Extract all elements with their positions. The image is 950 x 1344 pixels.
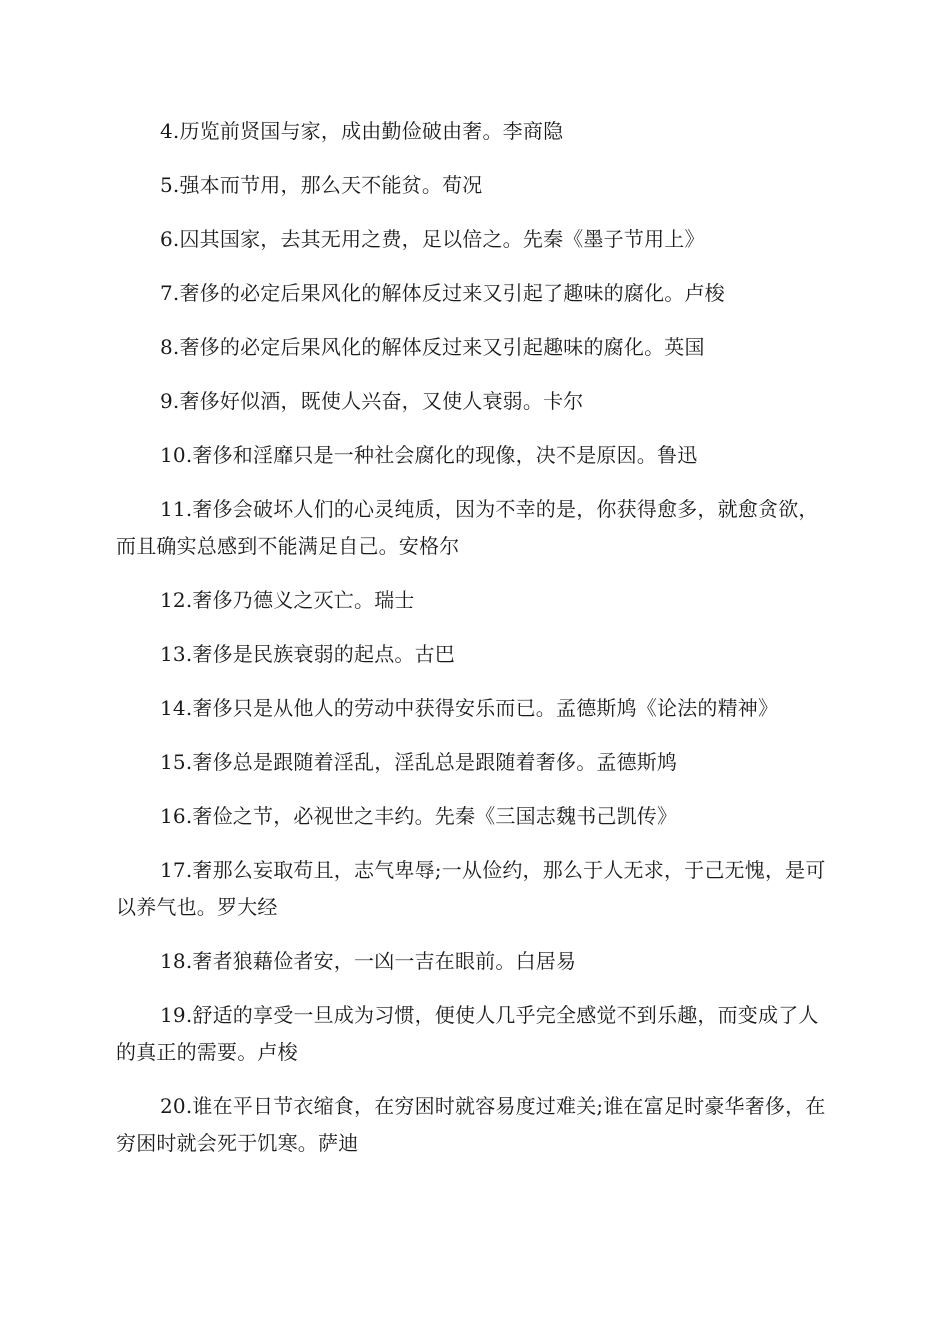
quote-item: 18.奢者狼藉俭者安，一凶一吉在眼前。白居易 <box>160 949 577 973</box>
quote-item: 17.奢那么妄取苟且，志气卑辱;一从俭约，那么于人无求，于己无愧，是可以养气也。罗大经 <box>116 858 826 919</box>
quote-item: 10.奢侈和淫靡只是一种社会腐化的现像，决不是原因。鲁迅 <box>160 443 698 467</box>
quote-item: 19.舒适的享受一旦成为习惯，便使人几乎完全感觉不到乐趣，而变成了人的真正的需要。卢梭 <box>116 1003 819 1064</box>
quote-item: 9.奢侈好似酒，既使人兴奋，又使人衰弱。卡尔 <box>160 389 584 413</box>
quote-list <box>116 113 836 1162</box>
quote-item: 15.奢侈总是跟随着淫乱，淫乱总是跟随着奢侈。孟德斯鸠 <box>160 750 678 774</box>
quote-item: 11.奢侈会破坏人们的心灵纯质，因为不幸的是，你获得愈多，就愈贪欲，而且确实总感到不能满足自己。安格尔 <box>116 497 819 558</box>
quote-item: 8.奢侈的必定后果风化的解体反过来又引起趣味的腐化。英国 <box>160 335 705 359</box>
quote-item: 14.奢侈只是从他人的劳动中获得安乐而已。孟德斯鸠《论法的精神》 <box>160 696 779 720</box>
quote-item: 6.囚其国家，去其无用之费，足以倍之。先秦《墨子节用上》 <box>160 227 705 251</box>
quote-item: 4.历览前贤国与家，成由勤俭破由奢。李商隐 <box>160 119 564 143</box>
quote-item: 20.谁在平日节衣缩食，在穷困时就容易度过难关;谁在富足时豪华奢侈，在穷困时就会死于饥寒。萨迪 <box>116 1094 826 1155</box>
quote-item: 12.奢侈乃德义之灭亡。瑞士 <box>160 588 415 612</box>
quote-item: 7.奢侈的必定后果风化的解体反过来又引起了趣味的腐化。卢梭 <box>160 281 725 305</box>
quote-item: 5.强本而节用，那么天不能贫。荀况 <box>160 173 483 197</box>
quote-item: 13.奢侈是民族衰弱的起点。古巴 <box>160 642 456 666</box>
quote-item: 16.奢俭之节，必视世之丰约。先秦《三国志魏书己凯传》 <box>160 804 678 828</box>
